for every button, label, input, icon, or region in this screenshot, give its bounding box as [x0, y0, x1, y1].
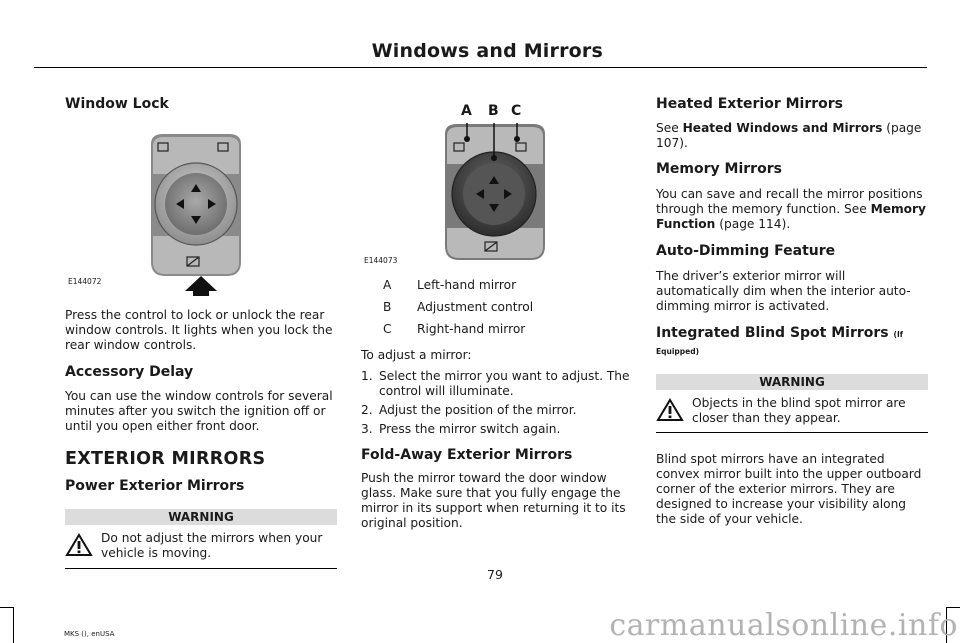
memory-page-ref: (page 114).: [719, 217, 791, 231]
blind-spot-qualifier-2: Equipped): [656, 347, 700, 356]
step-number: 1.: [361, 369, 373, 383]
figure-code: E144072: [68, 277, 102, 286]
heading-blind-spot-text: Integrated Blind Spot Mirrors: [656, 325, 889, 341]
heated-text: [656, 121, 928, 151]
heated-see: See: [656, 121, 679, 135]
heading-blind-spot: [656, 325, 894, 341]
warning-text: Do not adjust the mirrors when your vehicle is moving.: [101, 531, 323, 560]
label-a: A: [461, 103, 472, 119]
heading-power-mirrors: Power Exterior Mirrors: [65, 478, 245, 494]
step-number: 3.: [361, 422, 373, 436]
accessory-delay-text: You can use the window controls for several minutes after you switch the ignition off or until you open either front door.: [65, 389, 333, 433]
heading-memory-mirrors: Memory Mirrors: [656, 161, 782, 177]
warning-label: WARNING: [65, 509, 337, 525]
warning-triangle-icon: [65, 533, 93, 557]
heading-auto-dimming: Auto-Dimming Feature: [656, 243, 836, 259]
legend-key: B: [383, 300, 392, 314]
warning-box: [656, 374, 928, 433]
header-rule: [34, 67, 927, 68]
window-lock-figure: [65, 116, 337, 296]
step-text: Press the mirror switch again.: [379, 422, 561, 436]
fold-away-text: Push the mirror toward the door window glass. Make sure that you fully engage the mirror in its support when returning it to its original position.: [361, 471, 626, 530]
heated-page-ref: (page 107).: [656, 121, 922, 150]
label-b: B: [488, 103, 499, 119]
label-c: C: [511, 103, 522, 119]
auto-dim-text: The driver’s exterior mirror will automatically dim when the interior auto-dimming mirror is activated.: [656, 269, 911, 313]
heading-exterior-mirrors: EXTERIOR MIRRORS: [65, 449, 266, 469]
legend-value: Left-hand mirror: [417, 278, 517, 292]
watermark: carmanualsonline.info: [609, 608, 958, 643]
legend-row: [383, 322, 633, 337]
left-column: [65, 96, 337, 569]
step-row: [361, 369, 633, 399]
figure-code: E144073: [364, 256, 398, 265]
step-text: Select the mirror you want to adjust. The control will illuminate.: [379, 369, 630, 398]
legend-row: [383, 300, 633, 315]
memory-text-block: [656, 187, 928, 232]
right-column: [656, 96, 928, 527]
mirror-control-illustration: [361, 96, 633, 266]
page-number: 79: [487, 567, 503, 582]
memory-link[interactable]: Memory Function: [656, 202, 926, 231]
blind-spot-text: Blind spot mirrors have an integrated convex mirror built into the upper outboard corner of the exterior mirrors. They are designed to increase your visibility along the side of your vehicle.: [656, 452, 922, 526]
heated-link[interactable]: Heated Windows and Mirrors: [682, 121, 883, 135]
step-row: [361, 422, 633, 437]
legend-list: [361, 278, 633, 337]
window-lock-text: Press the control to lock or unlock the rear window controls. It lights when you lock the rear window controls.: [65, 308, 333, 352]
warning-label: WARNING: [656, 374, 928, 390]
legend-key: A: [383, 278, 392, 292]
footer-code: MKS (), enUSA: [64, 630, 115, 638]
step-row: [361, 403, 633, 418]
middle-column: [361, 96, 633, 531]
heading-accessory-delay: Accessory Delay: [65, 364, 194, 380]
heading-heated-mirrors: Heated Exterior Mirrors: [656, 96, 844, 112]
steps-list: [361, 369, 633, 437]
heading-blind-spot-block: [656, 325, 928, 359]
window-lock-switch-illustration: [65, 116, 337, 296]
legend-key: C: [383, 322, 392, 336]
crop-mark: [13, 607, 14, 643]
warning-body: [65, 525, 337, 569]
step-text: Adjust the position of the mirror.: [379, 403, 577, 417]
warning-triangle-icon: [656, 398, 684, 422]
step-number: 2.: [361, 403, 373, 417]
warning-text: Objects in the blind spot mirror are closer than they appear.: [692, 396, 906, 425]
crop-mark: [0, 607, 13, 608]
memory-text: You can save and recall the mirror positions through the memory function. See: [656, 187, 923, 216]
warning-body: [656, 390, 928, 433]
heading-fold-away: Fold-Away Exterior Mirrors: [361, 447, 573, 463]
legend-row: [383, 278, 633, 293]
mirror-control-figure: [361, 96, 633, 266]
legend-value: Right-hand mirror: [417, 322, 526, 336]
adjust-intro: To adjust a mirror:: [361, 348, 472, 362]
legend-value: Adjustment control: [417, 300, 534, 314]
warning-box: [65, 509, 337, 569]
heading-window-lock: Window Lock: [65, 96, 169, 112]
page-title: Windows and Mirrors: [371, 40, 603, 62]
blind-spot-qualifier: (If: [893, 330, 903, 339]
